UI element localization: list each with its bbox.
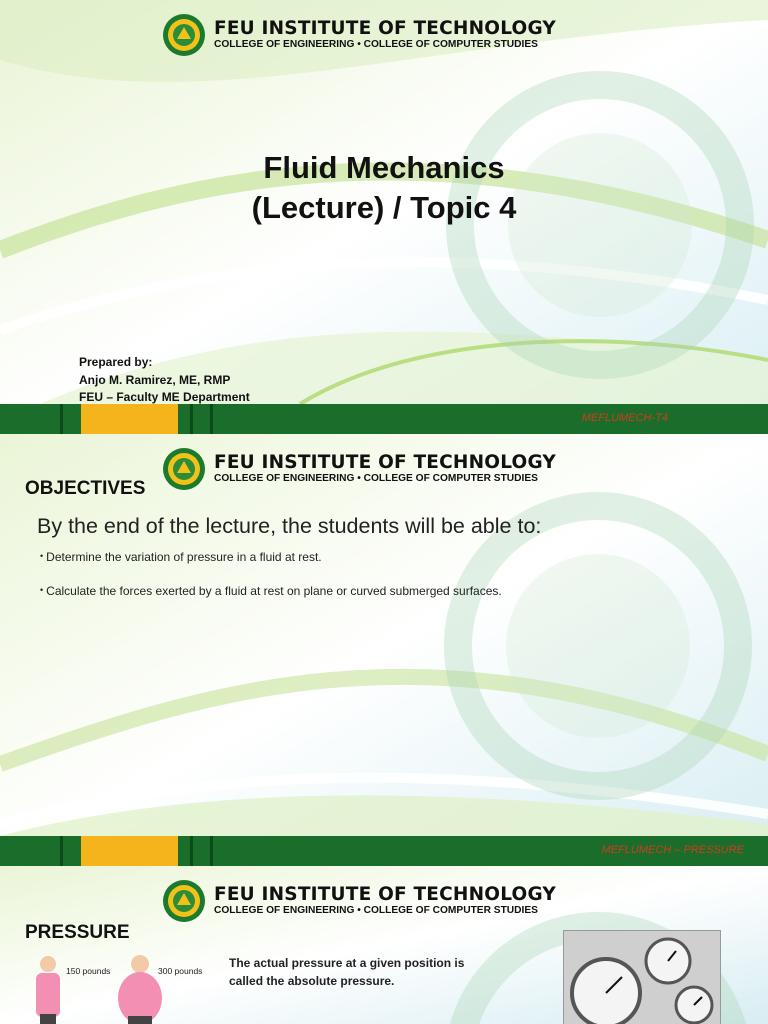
bullet-dot-icon: •	[40, 585, 44, 595]
course-code: MEFLUMECH-T4	[581, 412, 668, 424]
footer-stripe	[190, 836, 193, 866]
footer-stripe	[210, 404, 213, 434]
institute-name: FEU INSTITUTE OF TECHNOLOGY	[214, 451, 557, 473]
objective-bullet-2: • Calculate the forces exerted by a fluid at rest on plane or curved submerged surfaces.	[40, 584, 502, 598]
footer-stripe	[210, 836, 213, 866]
header	[162, 446, 556, 492]
footer-bar	[0, 836, 768, 866]
pressure-gauges-photo	[563, 930, 721, 1024]
weight-label-300: 300 pounds	[158, 966, 203, 976]
pressure-heading: PRESSURE	[25, 922, 130, 943]
feu-seal-logo	[162, 13, 206, 57]
title-line-1: Fluid Mechanics	[263, 150, 505, 185]
slide-objectives	[0, 434, 768, 866]
footer-bar	[0, 404, 768, 434]
absolute-pressure-text	[229, 955, 489, 990]
bullet-dot-icon: •	[40, 551, 44, 561]
slide-pressure	[0, 866, 768, 1024]
footer-stripe	[190, 404, 193, 434]
prepared-by-block	[79, 354, 250, 407]
feu-seal-logo	[162, 879, 206, 923]
institute-name: FEU INSTITUTE OF TECHNOLOGY	[214, 883, 557, 905]
text-line-1: The actual pressure at a given position is	[229, 956, 465, 970]
slide-title-text	[0, 148, 768, 228]
header	[162, 878, 556, 924]
footer-stripe	[60, 404, 63, 434]
weight-label-150: 150 pounds	[66, 966, 111, 976]
pressure-gauge-icon	[564, 931, 720, 1024]
slide-title	[0, 0, 768, 434]
course-code: MEFLUMECH – PRESSURE	[601, 844, 744, 856]
title-line-2: (Lecture) / Topic 4	[251, 190, 517, 225]
college-names: COLLEGE OF ENGINEERING • COLLEGE OF COMPUTER STUDIES	[214, 473, 538, 485]
author-name: Anjo M. Ramirez, ME, RMP	[79, 372, 231, 387]
feu-seal-logo	[162, 447, 206, 491]
footer-gold-block	[81, 404, 178, 434]
footer-gold-block	[81, 836, 178, 866]
institute-name: FEU INSTITUTE OF TECHNOLOGY	[214, 17, 557, 39]
objectives-heading: OBJECTIVES	[25, 478, 146, 499]
weight-illustration	[30, 954, 208, 1024]
objective-bullet-1: • Determine the variation of pressure in a fluid at rest.	[40, 550, 322, 564]
college-names: COLLEGE OF ENGINEERING • COLLEGE OF COMPUTER STUDIES	[214, 39, 538, 51]
prepared-by-label: Prepared by:	[79, 355, 153, 369]
college-names: COLLEGE OF ENGINEERING • COLLEGE OF COMPUTER STUDIES	[214, 905, 538, 917]
header	[162, 12, 556, 58]
objectives-intro: By the end of the lecture, the students will be able to:	[37, 514, 542, 538]
footer-stripe	[60, 836, 63, 866]
department-name: FEU – Faculty ME Department	[79, 390, 250, 404]
text-line-2: called the absolute pressure.	[229, 973, 395, 988]
person-figures-icon	[30, 954, 208, 1024]
